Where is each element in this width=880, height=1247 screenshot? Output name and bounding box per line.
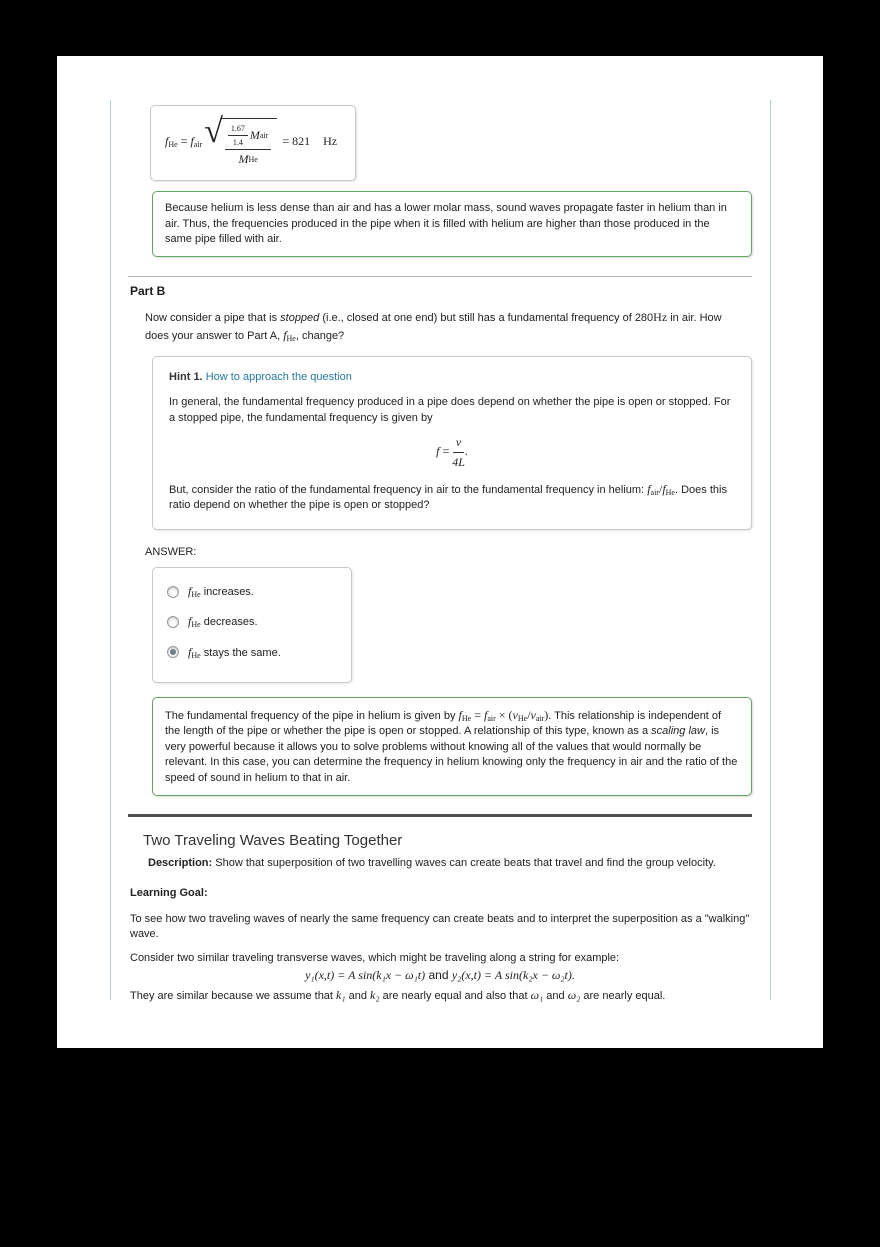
var-m-he: M (238, 152, 249, 167)
square-root (204, 113, 277, 168)
var-omega1: ω₁ (530, 987, 544, 1002)
problem-title: Two Traveling Waves Beating Together (143, 831, 403, 849)
var-f-he: fHe (188, 614, 201, 630)
var-f: f (436, 444, 440, 459)
v-over-4l-fraction: $\frac{v}{4L}$ (452, 435, 465, 469)
learning-goal-text: To see how two traveling waves of nearly the same frequency can create beats and to interpret the superposition as a "walking" wave. (130, 912, 750, 941)
result-value: = 821 (282, 134, 311, 148)
var-m-air: M (249, 128, 260, 143)
part-b-section (128, 276, 752, 796)
option-text: stays the same. (200, 646, 281, 659)
consider-text: Consider two similar traveling transverse waves, which might be traveling along a string for example: (130, 951, 620, 964)
hint-paragraph-1: In general, the fundamental frequency produced in a pipe does depend on whether the pipe is open or stopped. For a stopped pipe, the fundamental frequency is given by (169, 396, 731, 424)
var-omega2: ω₂ (567, 987, 581, 1002)
wave-equation-2: y₂(x,t) = A sin(k₂x − ω₂t). (451, 967, 575, 982)
description-label: Description: (148, 856, 213, 869)
problem-description: Description: Show that superposition of two travelling waves can create beats that travel and find the group velocity. (148, 856, 716, 869)
ratio-f-air-f-he: fair/fHe (647, 481, 675, 497)
part-a-feedback-box (152, 191, 752, 257)
var-k1: k₁ (336, 987, 346, 1002)
page-left-rule (110, 100, 111, 1000)
outer-fraction: $\frac{1.67}{1.4}$ M air M He (225, 123, 271, 168)
hint-title-link[interactable]: How to approach the question (205, 370, 352, 383)
answer-option-decreases[interactable] (167, 613, 339, 630)
var-f-air: f (190, 134, 194, 148)
hint-paragraph-2: But, consider the ratio of the fundamental frequency in air to the fundamental frequency in helium: fair/fHe. Does this ratio depend on whether the pipe is open or stopped? (169, 481, 727, 512)
part-b-heading: Part B (130, 284, 166, 299)
answer-option-increases[interactable] (167, 583, 339, 600)
radio-button[interactable] (167, 586, 179, 598)
var-f-he: fHe (188, 644, 201, 660)
unit-hz: Hz (323, 134, 338, 148)
hint-title-line (169, 370, 735, 385)
stopped-emphasis: stopped (280, 312, 320, 325)
part-a-result-formula (150, 105, 356, 181)
radio-button[interactable] (167, 646, 179, 658)
part-a-feedback-text: Because helium is less dense than air and has a lower molar mass, sound waves propagate faster in helium than in air. Thus, the frequencies produced in the pipe when it is filled with helium are higher than those produced in the same pipe filled with air. (165, 202, 727, 245)
similar-text: They are similar because we assume that k₁ and k₂ are nearly equal and also that ω₁ and ω₂ are nearly equal. (130, 987, 666, 1002)
equals-sign: = (180, 134, 188, 148)
wave-equations: y₁(x,t) = A sin(k₁x − ω₁t) and y₂(x,t) = A sin(k₂x − ω₂t). (305, 967, 575, 982)
inner-fraction: $\frac{1.67}{1.4}$ (228, 123, 248, 148)
part-b-feedback-box: The fundamental frequency of the pipe in helium is given by fHe = fair × (vHe/vair). This relationship is independent of the length of the pipe or whether the pipe is open or stopped. A relationship of this type, known as a scaling law, is very powerful because it allows you to solve problems without knowing all of the values that would normally be relevant. In this case, you can determine the frequency in helium knowing only the frequency in air and the ratio of the speed of sound in helium to that in air. (152, 697, 752, 796)
wave-equation-1: y₁(x,t) = A sin(k₁x − ω₁t) (305, 967, 426, 982)
var-k2: k₂ (370, 987, 380, 1002)
hint-number-label: Hint 1. (169, 370, 203, 383)
option-text: increases. (200, 585, 254, 598)
hint-box (152, 356, 752, 531)
problem-divider (128, 814, 752, 817)
learning-goal-label: Learning Goal: (130, 887, 208, 900)
answer-option-stays-same[interactable] (167, 644, 339, 661)
scaling-law-emphasis: scaling law (651, 725, 705, 738)
scaling-equation: fHe = fair × (vHe/vair). (458, 708, 552, 724)
var-f: f (165, 134, 169, 148)
problem-content (128, 56, 752, 1004)
option-text: decreases. (200, 616, 258, 629)
document-page (57, 56, 823, 1048)
part-b-question: Now consider a pipe that is stopped (i.e., closed at one end) but still has a fundamental frequency of 280Hz in air. How does your answer to Part A, fHe, change? (145, 310, 722, 343)
frequency-equation (165, 113, 338, 167)
hint-formula: f = $\frac{v}{4L}$ . (436, 435, 468, 469)
unit-hz: Hz (653, 310, 668, 325)
var-f-he: fHe (188, 583, 201, 599)
radical-icon: √ (204, 113, 223, 150)
answer-label: ANSWER: (145, 546, 197, 559)
var-f-he: fHe (283, 327, 296, 343)
sub-air: air (193, 140, 203, 149)
next-problem-section (128, 830, 752, 1004)
answer-options-box (152, 567, 352, 683)
equals-sign: = (442, 444, 450, 459)
page-right-rule (770, 100, 771, 1000)
sub-he: He (168, 140, 178, 149)
radio-button[interactable] (167, 616, 179, 628)
